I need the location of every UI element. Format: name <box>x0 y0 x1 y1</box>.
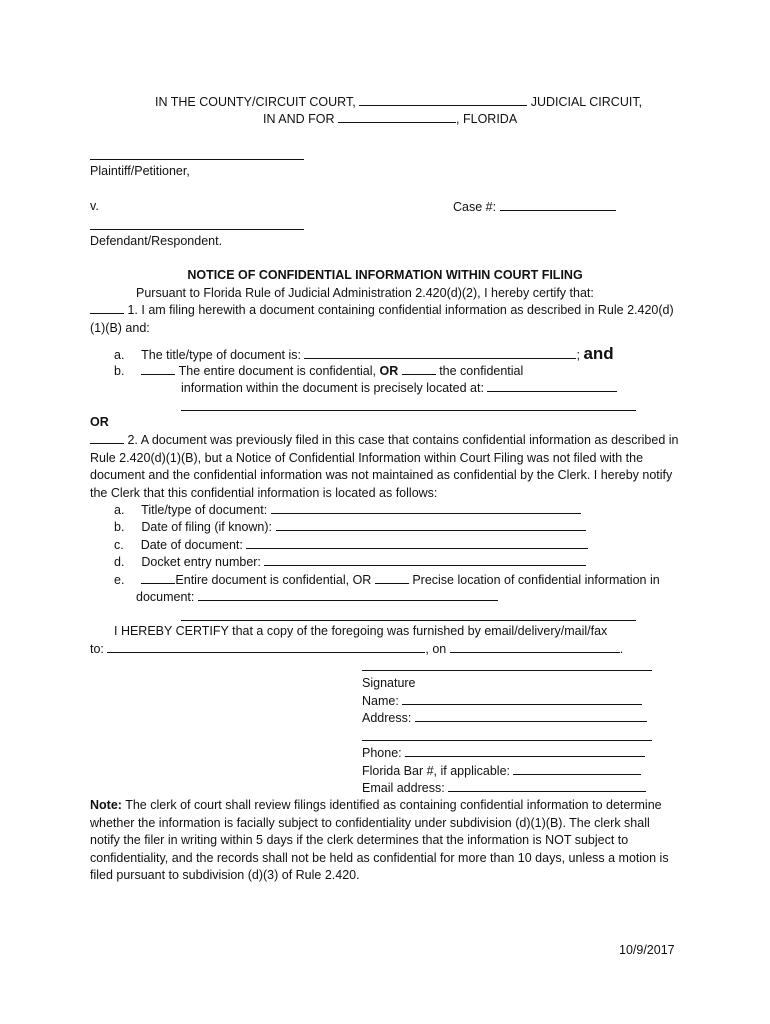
option-2-check-blank[interactable] <box>90 432 124 444</box>
address-blank-2[interactable] <box>362 740 652 741</box>
option-2-item-c: c. Date of document: <box>114 537 588 552</box>
option-1-check-blank[interactable] <box>90 302 124 314</box>
option-2-item-e-line2: document: <box>136 589 498 604</box>
option-1-item-a: a. The title/type of document is: ; and <box>114 344 614 363</box>
option-2-item-d: d. Docket entry number: <box>114 554 586 569</box>
document-title-blank[interactable] <box>304 347 576 359</box>
date-of-document-blank[interactable] <box>246 537 588 549</box>
note-paragraph: Note: The clerk of court shall review filings identified as containing confidential information to determine whether the information is facially subject to confidentiality under subdivision (d)(1)(B). The clerk shall notify the filer in writing within 5 days if the clerk determines that the information is NOT subject to confidentiality, and the records shall not be held as confidential for more than 10 days, unless a motion is filed pursuant to subdivision (d)(3) of Rule 2.420. <box>90 798 669 882</box>
document-location-blank-2[interactable] <box>181 620 636 621</box>
signature-label: Signature <box>362 676 416 690</box>
option-2-item-a: a. Title/type of document: <box>114 502 581 517</box>
partial-confidential-blank[interactable] <box>402 363 436 375</box>
date-served-blank[interactable] <box>450 641 620 653</box>
defendant-blank[interactable] <box>90 229 304 230</box>
docket-entry-blank[interactable] <box>264 554 586 566</box>
document-location-blank[interactable] <box>198 589 498 601</box>
intro-text: Pursuant to Florida Rule of Judicial Administration 2.420(d)(2), I hereby certify that: <box>136 286 594 300</box>
court-header-line-2: IN AND FOR , FLORIDA <box>263 112 518 126</box>
address-blank[interactable] <box>415 710 647 722</box>
bar-number-line: Florida Bar #, if applicable: <box>362 763 641 778</box>
defendant-label: Defendant/Respondent. <box>90 234 223 248</box>
location-blank-2[interactable] <box>181 410 636 411</box>
phone-line: Phone: <box>362 745 645 760</box>
option-2: 2. A document was previously filed in this case that contains confidential information as described in Rule 2.420(d)(1)(B), but a Notice of Confidential Information within Court Filing was not filed with the document and the confidential information was not maintained as confidential by the Clerk. I hereby notify the Clerk that this confidential information is located as follows: <box>90 433 679 500</box>
name-line: Name: <box>362 693 642 708</box>
certify-to-line: to: , on . <box>90 642 624 656</box>
address-line: Address: <box>362 710 647 725</box>
option-2-item-b: b. Date of filing (if known): <box>114 519 586 534</box>
location-line: information within the document is precisely located at: <box>181 380 617 395</box>
plaintiff-label: Plaintiff/Petitioner, <box>90 164 190 178</box>
date-of-filing-blank[interactable] <box>276 519 586 531</box>
recipient-blank[interactable] <box>107 641 425 653</box>
entire-doc-blank[interactable] <box>141 572 175 584</box>
option-2-item-e: e. Entire document is confidential, OR Precise location of confidential information in <box>114 573 660 587</box>
certify-line: I HEREBY CERTIFY that a copy of the foregoing was furnished by email/delivery/mail/fax <box>114 624 608 638</box>
bar-number-blank[interactable] <box>513 763 641 775</box>
name-blank[interactable] <box>402 693 642 705</box>
county-blank[interactable] <box>338 111 456 123</box>
phone-blank[interactable] <box>405 745 645 757</box>
title-type-blank[interactable] <box>271 502 581 514</box>
document-title: NOTICE OF CONFIDENTIAL INFORMATION WITHIN COURT FILING <box>187 268 583 282</box>
case-number: Case #: <box>453 199 616 214</box>
court-header-line-1: IN THE COUNTY/CIRCUIT COURT, JUDICIAL CIRCUIT, <box>155 95 643 109</box>
option-1: 1. I am filing herewith a document containing confidential information as described in Rule 2.420(d)(1)(B) and: <box>90 303 674 335</box>
plaintiff-blank[interactable] <box>90 159 304 160</box>
or-separator: OR <box>90 415 109 429</box>
circuit-blank[interactable] <box>359 94 527 106</box>
footer-date: 10/9/2017 <box>619 943 675 957</box>
precise-location-blank[interactable] <box>375 572 409 584</box>
location-blank[interactable] <box>487 380 617 392</box>
signature-blank[interactable] <box>362 670 652 671</box>
case-number-blank[interactable] <box>500 199 616 211</box>
entire-confidential-blank[interactable] <box>141 363 175 375</box>
email-blank[interactable] <box>448 780 646 792</box>
option-1-item-b: b. The entire document is confidential, OR the confidential <box>114 364 524 378</box>
versus-label: v. <box>90 199 99 213</box>
email-line: Email address: <box>362 780 646 795</box>
